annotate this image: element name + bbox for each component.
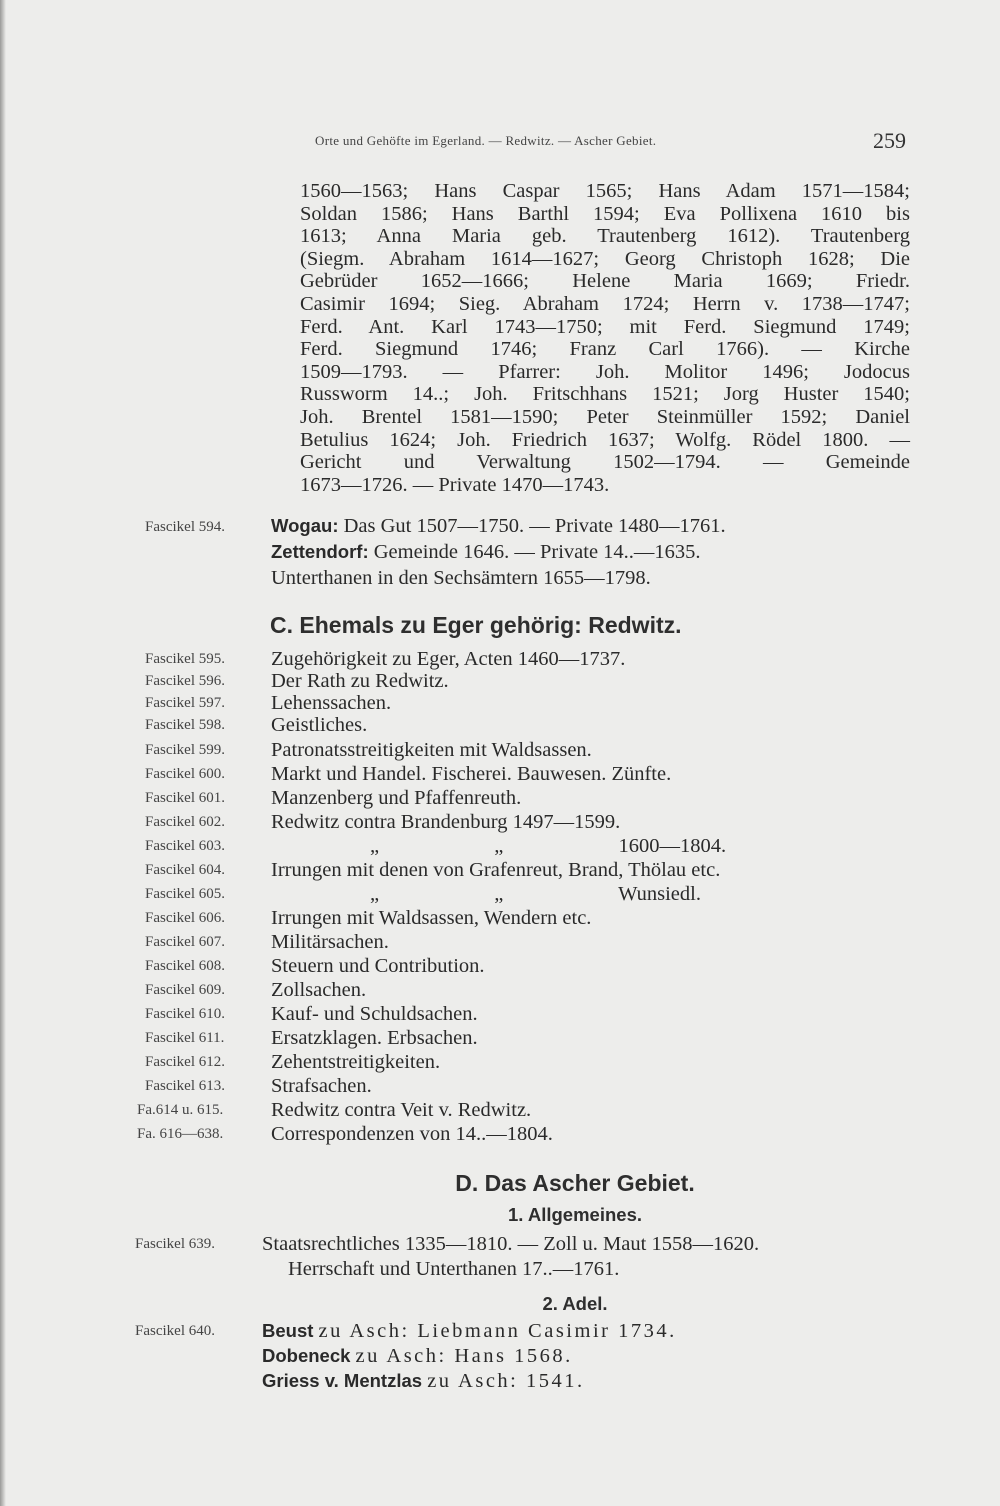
entry-text: Geistliches. [271,714,368,736]
fascikel-label: Fascikel 602. [145,814,225,830]
paragraph-line: 1560—1563; Hans Caspar 1565; Hans Adam 1571—1584; [300,180,910,202]
entry-wogau [271,515,726,538]
fascikel-label: Fascikel 596. [145,673,225,689]
fascikel-label: Fascikel 609. [145,982,225,998]
entry-text: Strafsachen. [271,1075,372,1097]
subsection-adel: 2. Adel. [542,1293,608,1314]
subsection-allgemeines: 1. Allgemeines. [507,1204,642,1225]
entry-text: Zugehörigkeit zu Eger, Acten 1460—1737. [271,648,626,670]
paragraph-line: Betulius 1624; Joh. Friedrich 1637; Wolfg. Rödel 1800. — [300,428,910,451]
place-name: Wogau: [271,515,339,536]
entry-text: zu Asch: Liebmann Casimir 1734. [318,1320,677,1342]
running-header: Orte und Gehöfte im Egerland. — Redwitz. — Ascher Gebiet. [315,133,657,148]
paragraph-line: Russworm 14..; Joh. Fritschhans 1521; Jorg Huster 1540; [300,383,910,406]
entry-text: Zollsachen. [271,979,367,1001]
paragraph-line: Casimir 1694; Sieg. Abraham 1724; Herrn v. 1738—1747; [300,292,910,315]
fascikel-label: Fascikel 613. [145,1078,225,1094]
entry-text: Markt und Handel. Fischerei. Bauwesen. Zünfte. [271,763,672,785]
page-binding-shadow [0,0,6,1506]
entry-text: Lehenssachen. [271,692,392,714]
paragraph-line: 1673—1726. — Private 1470—1743. [300,473,610,496]
fascikel-label: Fascikel 610. [145,1006,225,1022]
entry-text: Der Rath zu Redwitz. [271,670,449,692]
paragraph-line: Gericht und Verwaltung 1502—1794. — Gemeinde [300,451,910,474]
place-name: Zettendorf: [271,541,369,562]
fascikel-label: Fascikel 606. [145,910,225,926]
section-c-heading: C. Ehemals zu Eger gehörig: Redwitz. [270,612,682,638]
paragraph-line: Soldan 1586; Hans Barthl 1594; Eva Pollixena 1610 bis [300,202,910,225]
fascikel-label: Fascikel 595. [145,651,225,667]
adel-entry [262,1345,573,1368]
fascikel-label: Fascikel 611. [145,1030,225,1046]
paragraph-line: Ferd. Ant. Karl 1743—1750; mit Ferd. Siegmund 1749; [300,315,910,338]
entry-text: Patronatsstreitigkeiten mit Waldsassen. [271,739,592,761]
paragraph-line: (Siegm. Abraham 1614—1627; Georg Christoph 1628; Die [300,247,910,270]
entry-text: Militärsachen. [271,931,389,953]
entry-zettendorf [271,541,701,564]
entry-text: zu Asch: 1541. [427,1370,585,1392]
fascikel-label: Fascikel 608. [145,958,225,974]
entry-text: „ „ 1600—1804. [370,835,727,857]
fascikel-label: Fascikel 603. [145,838,225,854]
adel-entry [262,1370,585,1393]
fascikel-label: Fascikel 599. [145,742,225,758]
entry-text: Gemeinde 1646. — Private 14..—1635. [373,541,701,563]
paragraph-line: Joh. Brentel 1581—1590; Peter Steinmüller 1592; Daniel [300,405,910,428]
fascikel-label: Fascikel 598. [145,717,225,733]
fascikel-label: Fascikel 640. [135,1323,215,1339]
fascikel-label: Fascikel 597. [145,695,225,711]
family-name: Griess v. Mentzlas [262,1370,423,1391]
entry-unterthanen: Unterthanen in den Sechsämtern 1655—1798. [271,567,651,589]
entry-text: zu Asch: Hans 1568. [355,1345,573,1367]
fascikel-label: Fascikel 600. [145,766,225,782]
entry-text: Steuern und Contribution. [271,955,485,977]
paragraph-line: Gebrüder 1652—1666; Helene Maria 1669; Friedr. [300,270,910,293]
entry-text: Manzenberg und Pfaffenreuth. [271,787,522,809]
continuation-paragraph [300,180,910,496]
entry-text: Zehentstreitigkeiten. [271,1051,441,1073]
entry-text: Ersatzklagen. Erbsachen. [271,1027,478,1049]
fascikel-label: Fascikel 605. [145,886,225,902]
entry-text: „ „ Wunsiedl. [370,883,701,905]
fascikel-label: Fascikel 601. [145,790,225,806]
entry-text: Staatsrechtliches 1335—1810. — Zoll u. Maut 1558—1620. [262,1233,760,1255]
fascikel-label: Fascikel 604. [145,862,225,878]
fascikel-label: Fascikel 607. [145,934,225,950]
entry-text: Irrungen mit denen von Grafenreut, Brand, Thölau etc. [271,859,721,881]
entry-text: Redwitz contra Brandenburg 1497—1599. [271,811,621,833]
entry-text: Redwitz contra Veit v. Redwitz. [271,1099,532,1121]
entry-text-continuation: Herrschaft und Unterthanen 17..—1761. [288,1258,620,1280]
entry-text: Irrungen mit Waldsassen, Wendern etc. [271,907,592,929]
entry-text: Kauf- und Schuldsachen. [271,1003,478,1025]
fascikel-label: Fascikel 594. [145,519,225,535]
fascikel-label: Fascikel 612. [145,1054,225,1070]
fascikel-label: Fascikel 639. [135,1236,215,1252]
paragraph-line: 1613; Anna Maria geb. Trautenberg 1612). Trautenberg [300,225,910,248]
fascikel-label: Fa. 616—638. [137,1126,224,1142]
paragraph-line: 1509—1793. — Pfarrer: Joh. Molitor 1496; Jodocus [300,360,910,383]
adel-entry [262,1320,677,1343]
page-number: 259 [873,128,906,153]
paragraph-line: Ferd. Siegmund 1746; Franz Carl 1766). — Kirche [300,338,910,361]
family-name: Dobeneck [262,1345,351,1366]
entry-text: Das Gut 1507—1750. — Private 1480—1761. [343,515,726,537]
section-d-heading: D. Das Ascher Gebiet. [455,1170,695,1196]
family-name: Beust [262,1320,314,1341]
fascikel-label: Fa.614 u. 615. [137,1102,224,1118]
entry-text: Correspondenzen von 14..—1804. [271,1123,553,1145]
